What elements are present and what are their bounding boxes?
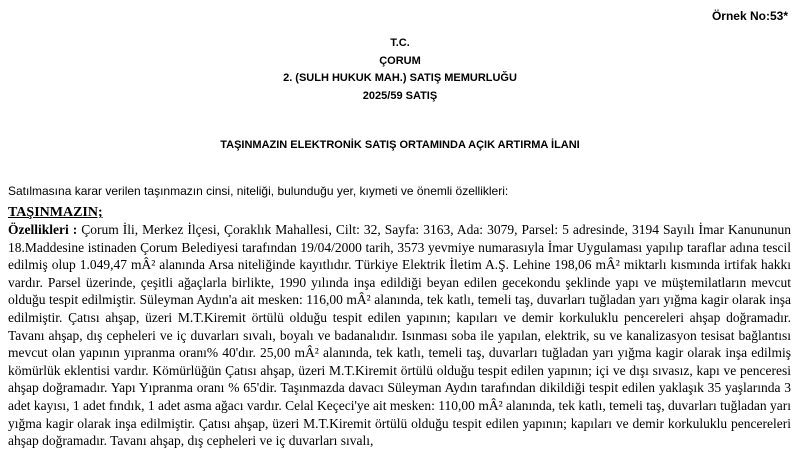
- properties-text: Çorum İli, Merkez İlçesi, Çoraklık Mahallesi, Cilt: 32, Sayfa: 3163, Ada: 3079, Parsel: 5 adresinde, 3194 Sayılı İmar Kanununun 18.Maddesine istinaden Çorum Belediyesi tarafından 19/04/2000 tarih, 3573 yevmiye numarasıyla İmar Uygulaması yapılıp taraflar adına tescil edilmiş olup 1.049,47 mÂ² alanında Arsa niteliğinde kayıtlıdır. Türkiye Elektrik İletim A.Ş. Lehine 198,06 mÂ² miktarlı kısmında irtifak hakkı vardır. Parsel üzerinde, çeşitli ağaçlarla birlikte, 1990 yılında inşa edildiği beyan edilen gecekondu şeklinde yapı ve müştemilatların mevcut olduğu tespit edilmiştir. Süleyman Aydın'a ait mesken: 116,00 mÂ² alanında, tek katlı, temeli taş, duvarları tuğladan yarı yığma kagir olarak inşa edilmiştir. Çatısı ahşap, üzeri M.T.Kiremit örtülü olduğu tespit edilen yapının; kapıları ve demir korkuluklu pencereleri ahşap doğramadır. Tavanı ahşap, dış cepheleri ve iç duvarları sıvalı, boyalı ve badanalıdır. Isınması soba ile yapılan, elektrik, su ve kanalizasyon tesisat bağlantısı mevcut olan yapının yıpranma oranı% 40'dır. 25,00 mÂ² alanında, tek katlı, temeli taş, duvarları tuğladan yarı yığma kagir olarak inşa edilmiş kömürlük eklentisi vardır. Kömürlüğün Çatısı ahşap, üzeri M.T.Kiremit örtülü olduğu tespit edilen yapının; içi ve dışı sıvasız, kapı ve penceresi ahşap doğramadır. Yapı Yıpranma oranı % 65'dir. Taşınmazda davacı Süleyman Aydın tarafından dikildiği tespit edilen yaklaşık 35 yaşlarında 3 adet kayısı, 1 adet fındık, 1 adet asma ağacı vardır. Celal Keçeci'ye ait mesken: 110,00 mÂ² alanında, tek katlı, temeli taş, duvarları tuğladan yarı yığma kagir olarak inşa edilmiştir. Çatısı ahşap, üzeri M.T.Kiremit örtülü olduğu tespit edilen yapının; kapıları ve demir korkuluklu pencereleri ahşap doğramadır. Tavanı ahşap, dış cepheleri ve iç duvarları sıvalı,: [8, 222, 792, 449]
- properties-label: Özellikleri :: [8, 222, 78, 237]
- header-line-case-number: 2025/59 SATIŞ: [362, 89, 438, 102]
- form-number: Örnek No:53*: [711, 9, 788, 23]
- header-line-tc: T.C.: [390, 37, 410, 49]
- announcement-title: TAŞINMAZIN ELEKTRONİK SATIŞ ORTAMINDA AÇIK ARTIRMA İLANI: [220, 139, 580, 151]
- section-heading: TAŞINMAZIN;: [8, 205, 103, 220]
- properties-paragraph: [8, 221, 791, 450]
- header-line-city: ÇORUM: [379, 54, 421, 67]
- document-header: [0, 35, 800, 105]
- header-line-office: 2. (SULH HUKUK MAH.) SATIŞ MEMURLUĞU: [283, 72, 517, 84]
- intro-text: Satılmasına karar verilen taşınmazın cinsi, niteliği, bulunduğu yer, kıymeti ve önemli özellikleri:: [8, 184, 509, 198]
